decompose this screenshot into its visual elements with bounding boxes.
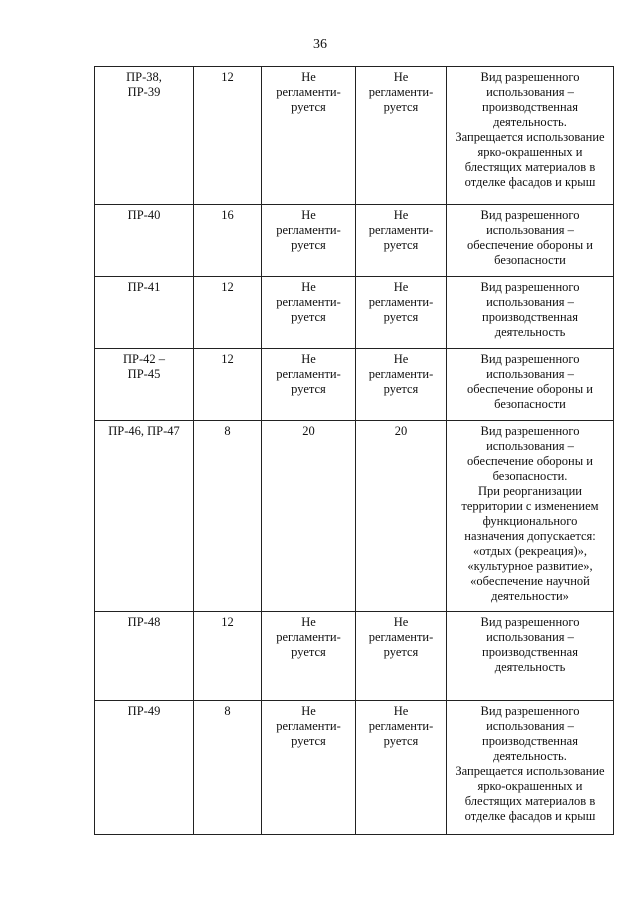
cell-text-line: регламенти- xyxy=(368,295,434,309)
cell-text-line: 8 xyxy=(224,424,231,438)
cell-text-line: Не xyxy=(393,208,409,222)
height-cell xyxy=(194,421,262,612)
zone-cell xyxy=(95,612,194,701)
cell-text-line: блестящих материалов в xyxy=(464,794,596,808)
cell-text-line: регламенти- xyxy=(276,630,341,644)
cell-text-line: руется xyxy=(383,238,419,252)
cell-text-line: Запрещается использование xyxy=(455,130,605,144)
cell-text-line: безопасности. xyxy=(492,469,568,483)
cell-text-line: Вид разрешенного xyxy=(480,280,580,294)
cell-text-line: безопасности xyxy=(494,253,566,267)
cell-text-line: руется xyxy=(291,734,326,748)
cell-text-line: руется xyxy=(383,310,419,324)
cell-text-line: обеспечение обороны и xyxy=(467,238,593,252)
cell-text-line: территории с изменением xyxy=(461,499,599,513)
param2-cell xyxy=(356,349,447,421)
zone-cell xyxy=(95,277,194,349)
cell-text-line: ПР-46, ПР-47 xyxy=(108,424,180,438)
cell-text-line: деятельность. xyxy=(493,115,567,129)
cell-text-line: деятельность. xyxy=(493,749,567,763)
cell-text-line: блестящих материалов в xyxy=(464,160,596,174)
cell-text-line: ПР-49 xyxy=(127,704,161,718)
description-cell xyxy=(447,701,614,835)
cell-text-line: регламенти- xyxy=(368,367,434,381)
height-cell xyxy=(194,612,262,701)
cell-text-line: Не xyxy=(301,208,316,222)
param2-cell xyxy=(356,277,447,349)
zone-cell xyxy=(95,67,194,205)
cell-text-line: Вид разрешенного xyxy=(480,352,580,366)
cell-text-line: использования – xyxy=(486,367,574,381)
param2-cell xyxy=(356,701,447,835)
cell-text-line: Вид разрешенного xyxy=(480,208,580,222)
cell-text-line: «отдых (рекреация)», xyxy=(473,544,587,558)
cell-text-line: руется xyxy=(383,382,419,396)
table-row xyxy=(95,612,614,701)
zone-cell xyxy=(95,349,194,421)
cell-text-line: Вид разрешенного xyxy=(480,70,580,84)
param1-cell xyxy=(262,67,356,205)
cell-text-line: отделке фасадов и крыш xyxy=(464,175,596,189)
cell-text-line: безопасности xyxy=(494,397,566,411)
description-cell xyxy=(447,277,614,349)
param1-cell xyxy=(262,701,356,835)
height-cell xyxy=(194,349,262,421)
cell-text-line: ярко-окрашенных и xyxy=(477,779,583,793)
cell-text-line: Запрещается использование xyxy=(455,764,605,778)
description-cell xyxy=(447,612,614,701)
cell-text-line: руется xyxy=(291,238,326,252)
cell-text-line: ярко-окрашенных и xyxy=(477,145,583,159)
cell-text-line: ПР-39 xyxy=(127,85,161,99)
page-number: 36 xyxy=(313,37,327,52)
cell-text-line: руется xyxy=(291,100,326,114)
param2-cell xyxy=(356,67,447,205)
cell-text-line: «культурное развитие», xyxy=(467,559,593,573)
cell-text-line: 12 xyxy=(221,280,234,294)
cell-text-line: «обеспечение научной xyxy=(470,574,590,588)
cell-text-line: использования – xyxy=(486,439,574,453)
cell-text-line: 8 xyxy=(224,704,231,718)
cell-text-line: ПР-48 xyxy=(127,615,161,629)
cell-text-line: назначения допускается: xyxy=(464,529,596,543)
zone-cell xyxy=(95,701,194,835)
cell-text-line: ПР-41 xyxy=(127,280,161,294)
cell-text-line: 12 xyxy=(221,70,234,84)
param1-cell xyxy=(262,421,356,612)
cell-text-line: руется xyxy=(383,734,419,748)
cell-text-line: Не xyxy=(393,280,409,294)
cell-text-line: регламенти- xyxy=(276,367,341,381)
param1-cell xyxy=(262,205,356,277)
param1-cell xyxy=(262,349,356,421)
cell-text-line: регламенти- xyxy=(368,630,434,644)
zone-cell xyxy=(95,205,194,277)
cell-text-line: 12 xyxy=(221,615,234,629)
description-cell xyxy=(447,67,614,205)
cell-text-line: Вид разрешенного xyxy=(480,704,580,718)
cell-text-line: Не xyxy=(393,70,409,84)
cell-text-line: использования – xyxy=(486,223,574,237)
cell-text-line: регламенти- xyxy=(276,223,341,237)
cell-text-line: При реорганизации xyxy=(478,484,582,498)
cell-text-line: производственная xyxy=(482,100,578,114)
param1-cell xyxy=(262,612,356,701)
table-row xyxy=(95,349,614,421)
cell-text-line: использования – xyxy=(486,295,574,309)
cell-text-line: Вид разрешенного xyxy=(480,424,580,438)
height-cell xyxy=(194,205,262,277)
cell-text-line: руется xyxy=(291,382,326,396)
cell-text-line: руется xyxy=(383,645,419,659)
cell-text-line: регламенти- xyxy=(276,85,341,99)
cell-text-line: Не xyxy=(393,352,409,366)
cell-text-line: функционального xyxy=(482,514,578,528)
cell-text-line: Не xyxy=(393,615,409,629)
table-row xyxy=(95,277,614,349)
cell-text-line: регламенти- xyxy=(276,719,341,733)
cell-text-line: ПР-45 xyxy=(127,367,161,381)
description-cell xyxy=(447,349,614,421)
cell-text-line: отделке фасадов и крыш xyxy=(464,809,596,823)
cell-text-line: ПР-40 xyxy=(127,208,161,222)
table-row xyxy=(95,421,614,612)
cell-text-line: Не xyxy=(301,352,316,366)
cell-text-line: Не xyxy=(393,704,409,718)
cell-text-line: Не xyxy=(301,615,316,629)
description-cell xyxy=(447,421,614,612)
cell-text-line: регламенти- xyxy=(368,719,434,733)
table-row xyxy=(95,701,614,835)
cell-text-line: регламенти- xyxy=(276,295,341,309)
regulations-table xyxy=(94,66,614,835)
cell-text-line: руется xyxy=(291,645,326,659)
table-body xyxy=(95,67,614,835)
cell-text-line: регламенти- xyxy=(368,223,434,237)
height-cell xyxy=(194,701,262,835)
cell-text-line: Не xyxy=(301,280,316,294)
table-row xyxy=(95,67,614,205)
zone-cell xyxy=(95,421,194,612)
table-row xyxy=(95,205,614,277)
param2-cell xyxy=(356,421,447,612)
cell-text-line: производственная xyxy=(482,310,578,324)
cell-text-line: использования – xyxy=(486,85,574,99)
height-cell xyxy=(194,277,262,349)
cell-text-line: ПР-42 – xyxy=(122,352,166,366)
param2-cell xyxy=(356,205,447,277)
cell-text-line: использования – xyxy=(486,630,574,644)
cell-text-line: производственная xyxy=(482,645,578,659)
height-cell xyxy=(194,67,262,205)
cell-text-line: деятельности» xyxy=(491,589,569,603)
cell-text-line: 12 xyxy=(221,352,234,366)
cell-text-line: 16 xyxy=(221,208,234,222)
cell-text-line: Не xyxy=(301,70,316,84)
cell-text-line: Вид разрешенного xyxy=(480,615,580,629)
cell-text-line: регламенти- xyxy=(368,85,434,99)
cell-text-line: деятельность xyxy=(494,325,566,339)
cell-text-line: использования – xyxy=(486,719,574,733)
cell-text-line: деятельность xyxy=(494,660,566,674)
cell-text-line: обеспечение обороны и xyxy=(467,454,593,468)
param1-cell xyxy=(262,277,356,349)
cell-text-line: ПР-38, xyxy=(126,70,162,84)
description-cell xyxy=(447,205,614,277)
cell-text-line: Не xyxy=(301,704,316,718)
cell-text-line: руется xyxy=(383,100,419,114)
cell-text-line: обеспечение обороны и xyxy=(467,382,593,396)
cell-text-line: руется xyxy=(291,310,326,324)
cell-text-line: 20 xyxy=(394,424,408,438)
param2-cell xyxy=(356,612,447,701)
cell-text-line: 20 xyxy=(302,424,315,438)
cell-text-line: производственная xyxy=(482,734,578,748)
